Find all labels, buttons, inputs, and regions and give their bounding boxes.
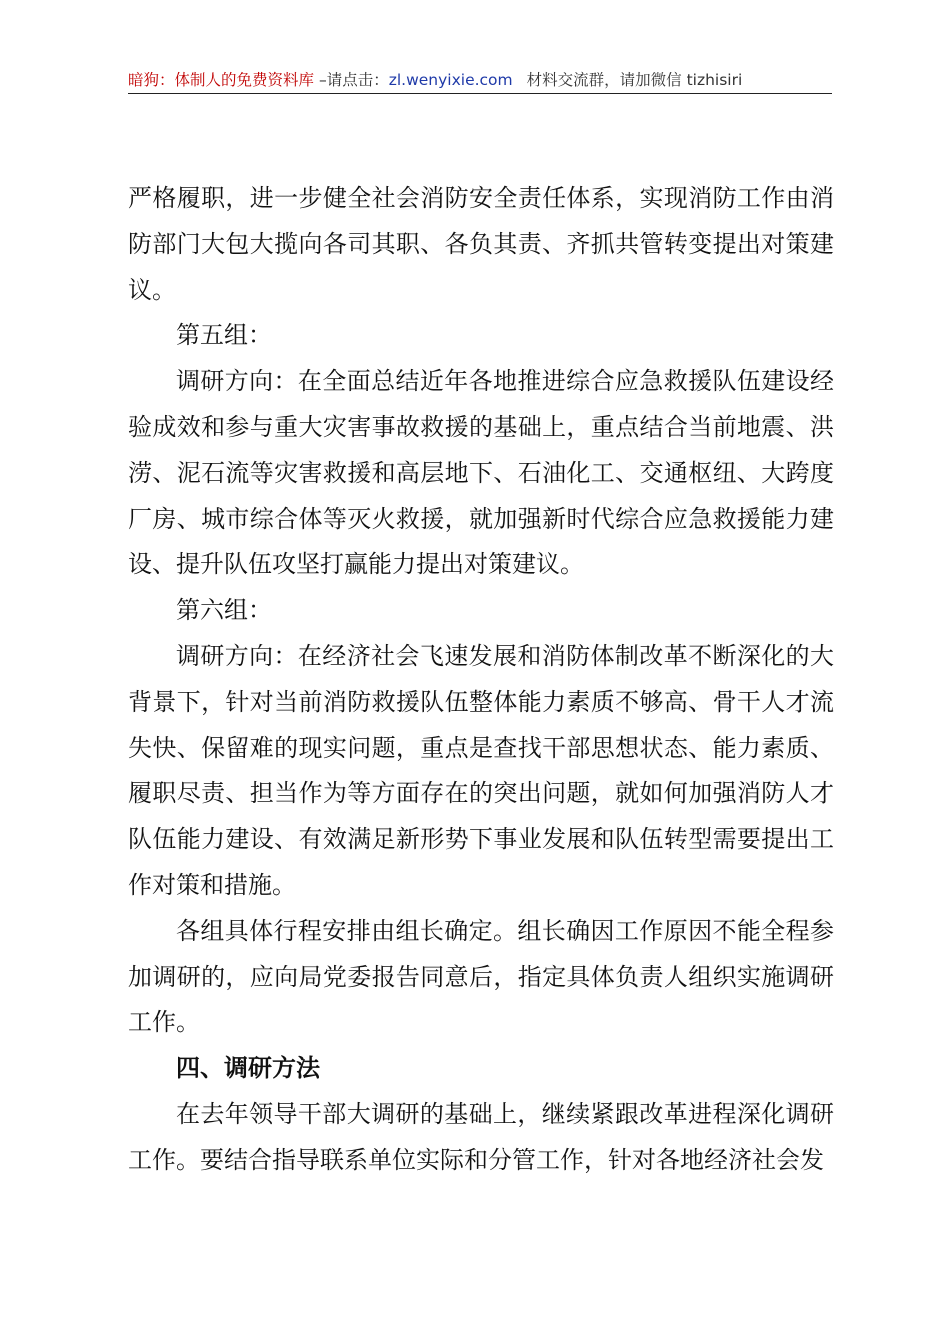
group-six-heading: 第六组： — [176, 596, 272, 625]
header-brand: 暗狗：体制人的免费资料库 — [128, 71, 315, 89]
group-five-direction: 调研方向：在全面总结近年各地推进综合应急救援队伍建设经验成效和参与重大灾害事故救援的基础上，重点结合当前地震、洪涝、泥石流等灾害救援和高层地下、石油化工、交通枢纽、大跨度厂房、城市综合体等灭火救援，就加强新时代综合应急救援能力建设、提升队伍攻坚打赢能力提出对策建议。 — [128, 367, 834, 579]
header-url-link[interactable]: zl.wenyixie.com — [388, 71, 513, 89]
header-prompt: –请点击： — [314, 71, 389, 89]
paragraph-continuation: 严格履职，进一步健全社会消防安全责任体系，实现消防工作由消防部门大包大揽向各司其职、各负其责、齐抓共管转变提出对策建议。 — [128, 184, 834, 304]
section-heading-methods: 四、调研方法 — [176, 1054, 320, 1083]
header-wechat-note: 材料交流群，请加微信 tizhisiri — [526, 71, 743, 89]
page-header — [128, 66, 832, 94]
schedule-paragraph: 各组具体行程安排由组长确定。组长确因工作原因不能全程参加调研的，应向局党委报告同意后，指定具体负责人组织实施调研工作。 — [128, 916, 834, 1037]
group-five-heading: 第五组： — [176, 321, 272, 350]
methods-paragraph: 在去年领导干部大调研的基础上，继续紧跟改革进程深化调研工作。要结合指导联系单位实际和分管工作，针对各地经济社会发 — [128, 1099, 834, 1174]
document-body — [128, 176, 834, 1184]
group-six-direction: 调研方向：在经济社会飞速发展和消防体制改革不断深化的大背景下，针对当前消防救援队伍整体能力素质不够高、骨干人才流失快、保留难的现实问题，重点是查找干部思想状态、能力素质、履职尽责、担当作为等方面存在的突出问题，就如何加强消防人才队伍能力建设、有效满足新形势下事业发展和队伍转型需要提出工作对策和措施。 — [128, 641, 834, 899]
